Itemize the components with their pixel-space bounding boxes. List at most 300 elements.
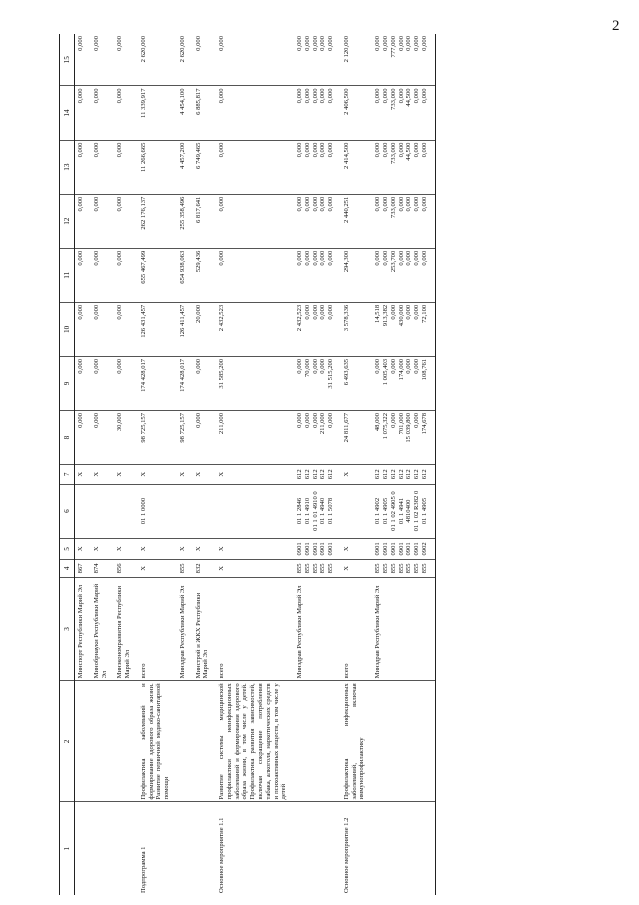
cell-line: 913,382	[381, 304, 389, 327]
cell-line: 174 428,017	[178, 358, 186, 392]
table-cell-col-3: Минздрав Республики Марий Эл	[294, 577, 341, 681]
cell-line: 01 1 5078	[327, 497, 335, 525]
cell-line: 654 938,063	[178, 250, 186, 284]
cell-line: 612	[374, 469, 382, 480]
table-cell-col-1	[91, 802, 115, 895]
cell-line	[77, 487, 85, 536]
cell-line: 11 339,917	[139, 88, 147, 118]
table-cell-col-6	[216, 484, 294, 538]
table-cell-col-1	[75, 802, 91, 895]
cell-line: 2 440,251	[342, 196, 350, 224]
cell-line: 855	[413, 563, 421, 574]
cell-line: 2 432,523	[296, 304, 304, 332]
cell-line: 612	[296, 469, 304, 480]
table-cell-col-5	[341, 538, 372, 560]
table-cell-col-13	[341, 140, 372, 194]
cell-line: 0,000	[420, 196, 428, 212]
table-cell-col-2: Профилактика заболеваний и формирование здорового образа жизни. Развитие первичной медико-санитарной помощи	[138, 681, 177, 802]
cell-line: X	[342, 565, 350, 571]
cell-line: 0,000	[327, 36, 335, 51]
table-cell-col-12	[216, 194, 294, 248]
cell-line: 70,000	[303, 358, 311, 378]
table-cell-col-1	[177, 802, 193, 895]
table-cell-col-4	[294, 560, 341, 577]
cell-line: X	[77, 546, 84, 552]
table-cell-col-12	[193, 194, 217, 248]
cell-line: 0,000	[296, 88, 304, 104]
cell-line: 0,000	[381, 196, 389, 212]
table-cell-col-5	[177, 538, 193, 560]
table-cell-col-5	[114, 538, 138, 560]
cell-line: 01 1 4910	[303, 497, 311, 525]
cell-line: X	[139, 471, 147, 477]
table-cell-col-11	[75, 248, 91, 302]
cell-line: 2 406,500	[342, 88, 350, 115]
cell-line: 0,000	[116, 358, 124, 374]
table-cell-col-12	[372, 194, 435, 248]
cell-line: 0902	[420, 542, 428, 556]
cell-line: X	[116, 471, 124, 477]
cell-line: 867	[77, 563, 84, 574]
table-cell-col-10	[91, 302, 115, 356]
cell-line: 0901	[319, 542, 327, 556]
table-cell-col-3: всего	[341, 577, 372, 681]
column-header-7: 7	[60, 465, 75, 484]
column-header-8: 8	[60, 410, 75, 464]
cell-line: 20,000	[194, 304, 202, 323]
table-cell-col-9	[177, 356, 193, 410]
table-cell-col-7	[216, 465, 294, 484]
column-header-13: 13	[60, 140, 75, 194]
table-cell-col-15	[216, 34, 294, 86]
table-cell-col-13	[193, 140, 217, 194]
table-row	[114, 34, 138, 895]
table-cell-col-12	[294, 194, 341, 248]
cell-line: 0,000	[77, 304, 84, 320]
table-cell-col-6	[341, 484, 372, 538]
table-cell-col-11	[294, 248, 341, 302]
table-cell-col-1	[114, 802, 138, 895]
cell-line: 612	[311, 469, 319, 480]
table-cell-col-13	[138, 140, 177, 194]
cell-line: 701,000	[397, 412, 405, 435]
table-cell-col-5	[372, 538, 435, 560]
table-row	[193, 34, 217, 895]
cell-line: 0,000	[413, 304, 421, 320]
cell-line: 0901	[405, 542, 413, 556]
cell-line: 0,000	[92, 36, 100, 51]
cell-line: 253,700	[389, 250, 397, 273]
column-header-5: 5	[60, 538, 75, 560]
table-cell-col-10	[372, 302, 435, 356]
table-cell-col-11	[114, 248, 138, 302]
cell-line: 0,000	[389, 304, 397, 320]
cell-line: 655 467,499	[139, 250, 147, 284]
cell-line: 0,000	[92, 196, 100, 212]
cell-line: 612	[327, 469, 335, 480]
cell-line: 0,000	[405, 250, 413, 266]
cell-line: 0,000	[381, 36, 389, 51]
table-row	[138, 34, 177, 895]
table-cell-col-11	[193, 248, 217, 302]
table-cell-col-10	[75, 302, 91, 356]
cell-line: 0,000	[389, 412, 397, 428]
cell-line: 0,000	[77, 36, 84, 51]
cell-line	[218, 487, 226, 536]
table-cell-col-4	[341, 560, 372, 577]
table-cell-col-6	[114, 484, 138, 538]
cell-line: 733,000	[389, 196, 397, 219]
table-cell-col-3: Минздрав Республики Марий Эл	[177, 577, 193, 681]
table-cell-col-1: Подпрограмма 1	[139, 846, 147, 893]
cell-line: 98 725,157	[178, 412, 186, 443]
cell-line: 0,000	[405, 304, 413, 320]
table-cell-col-15	[177, 34, 193, 86]
table-header-row	[60, 34, 75, 895]
cell-line: 0,000	[218, 250, 226, 266]
table-cell-col-2	[294, 681, 341, 802]
cell-line: 612	[303, 469, 311, 480]
cell-line: 0,000	[296, 196, 304, 212]
cell-line: 0,000	[319, 250, 327, 266]
cell-line: 0901	[381, 542, 389, 556]
cell-line: 874	[92, 563, 100, 574]
cell-line: 0,000	[311, 36, 319, 51]
table-row	[216, 34, 294, 895]
cell-line: X	[218, 546, 226, 552]
table-cell-col-6	[177, 484, 193, 538]
cell-line: 0,000	[420, 88, 428, 104]
cell-line: 0,000	[77, 250, 84, 266]
column-header-14: 14	[60, 86, 75, 140]
cell-line: 855	[303, 563, 311, 574]
cell-line: 0,000	[413, 412, 421, 428]
column-header-10: 10	[60, 302, 75, 356]
table-cell-col-8	[75, 410, 91, 464]
cell-line: 0,000	[413, 142, 421, 158]
table-cell-col-7	[177, 465, 193, 484]
table-cell-col-4	[216, 560, 294, 577]
column-header-4: 4	[60, 560, 75, 577]
table-cell-col-5	[75, 538, 91, 560]
cell-line: 11 266,665	[139, 142, 147, 173]
table-cell-col-12	[75, 194, 91, 248]
cell-line: 3 578,336	[342, 304, 350, 332]
cell-line: 0,000	[311, 88, 319, 104]
cell-line: 612	[381, 469, 389, 480]
table-cell-col-2	[193, 681, 217, 802]
cell-line: X	[218, 471, 226, 477]
table-cell-col-13	[75, 140, 91, 194]
cell-line: 44,500	[405, 142, 413, 161]
cell-line: 0,000	[116, 250, 124, 266]
cell-line: 0,000	[194, 358, 202, 374]
cell-line: 126 431,457	[139, 304, 147, 338]
table-cell-col-15	[294, 34, 341, 86]
cell-line: 0901	[397, 542, 405, 556]
cell-line: 430,000	[397, 304, 405, 327]
table-cell-col-9	[138, 356, 177, 410]
cell-line: 0,000	[194, 412, 202, 428]
cell-line: 0,000	[77, 196, 84, 212]
cell-line: 0,000	[397, 196, 405, 212]
cell-line: 24 811,677	[342, 412, 350, 443]
cell-line: 0901	[311, 542, 319, 556]
cell-line: 612	[319, 469, 327, 480]
cell-line: 855	[178, 563, 186, 574]
cell-line: 0,000	[92, 358, 100, 374]
cell-line	[116, 487, 124, 536]
cell-line: 211,000	[319, 412, 327, 435]
table-cell-col-14	[177, 86, 193, 140]
table-cell-col-15	[193, 34, 217, 86]
table-cell-col-13	[91, 140, 115, 194]
table-cell-col-13	[114, 140, 138, 194]
cell-line: 31 515,200	[327, 358, 335, 389]
cell-line: 31 585,200	[218, 358, 226, 389]
column-header-2: 2	[60, 681, 75, 802]
cell-line: 0,000	[218, 88, 226, 104]
cell-line: X	[194, 471, 202, 477]
table-cell-col-14	[91, 86, 115, 140]
cell-line: 855	[405, 563, 413, 574]
cell-line: 832	[194, 563, 202, 574]
cell-line: 0,000	[381, 88, 389, 104]
cell-line: 2 620,000	[139, 36, 147, 63]
cell-line: 0,000	[92, 412, 100, 428]
table-cell-col-2: Развитие системы медицинской профилактики неинфекционных заболеваний и формирования здорового образа жизни, в том числе у детей. Профилактика развития зависимостей, включая сокращение потребления табака, алкоголя, наркотических средств и психоактивных веществ, в том числе у детей	[216, 681, 294, 802]
cell-line: X	[342, 471, 350, 477]
cell-line: 0,000	[311, 358, 319, 374]
cell-line: 0,000	[77, 142, 84, 158]
table-cell-col-10	[138, 302, 177, 356]
table-cell-col-3: Минстрой и ЖКХ Республики Марий Эл	[193, 577, 217, 681]
table-cell-col-15	[372, 34, 435, 86]
cell-line: 98 725,157	[139, 412, 147, 443]
cell-line: 0,000	[319, 304, 327, 320]
table-cell-col-3: всего	[216, 577, 294, 681]
cell-line: 0,000	[319, 196, 327, 212]
cell-line: 2 120,000	[342, 36, 350, 63]
table-cell-col-4	[114, 560, 138, 577]
table-cell-col-12	[341, 194, 372, 248]
cell-line: X	[342, 546, 350, 552]
cell-line	[93, 487, 101, 536]
cell-line: 0,000	[116, 304, 124, 320]
cell-line: 855	[381, 563, 389, 574]
cell-line: 0,000	[92, 88, 100, 104]
cell-line: 0,000	[296, 412, 304, 428]
table-cell-col-15	[91, 34, 115, 86]
table-row	[91, 34, 115, 895]
table-cell-col-7	[91, 465, 115, 484]
table-cell-col-6	[193, 484, 217, 538]
cell-line: 0,000	[311, 196, 319, 212]
table-cell-col-6	[138, 484, 177, 538]
table-cell-col-11	[138, 248, 177, 302]
table-cell-col-3: Минобрнауки Республики Марий Эл	[91, 577, 115, 681]
cell-line: 855	[389, 563, 397, 574]
table-cell-col-8	[138, 410, 177, 464]
cell-line: 01 1 4940	[319, 497, 327, 525]
cell-line: 0,000	[397, 88, 405, 104]
table-cell-col-14	[193, 86, 217, 140]
table-cell-col-9	[372, 356, 435, 410]
table-cell-col-14	[341, 86, 372, 140]
table-cell-col-9	[114, 356, 138, 410]
table-cell-col-15	[75, 34, 91, 86]
table-cell-col-9	[75, 356, 91, 410]
cell-line: 0,000	[296, 142, 304, 158]
cell-line: 174 428,017	[139, 358, 147, 392]
table-cell-col-11	[341, 248, 372, 302]
table-cell-col-3: Минспорт Республики Марий Эл	[75, 577, 91, 681]
table-cell-col-14	[372, 86, 435, 140]
cell-line: 0,000	[413, 88, 421, 104]
table-row	[75, 34, 91, 895]
table-cell-col-4	[177, 560, 193, 577]
table-cell-col-8	[341, 410, 372, 464]
cell-line: 0,000	[311, 142, 319, 158]
cell-line: 529,436	[194, 250, 202, 273]
table-cell-col-13	[177, 140, 193, 194]
table-row	[341, 34, 372, 895]
cell-line: X	[218, 565, 226, 571]
table-cell-col-9	[294, 356, 341, 410]
cell-line: 174,678	[420, 412, 428, 435]
cell-line: 855	[397, 563, 405, 574]
table-row	[294, 34, 341, 895]
page-number: 2	[612, 18, 620, 34]
cell-line: 126 411,457	[178, 304, 186, 338]
cell-line: 0,000	[327, 142, 335, 158]
cell-line: 262 176,137	[139, 196, 147, 230]
table-cell-col-13	[294, 140, 341, 194]
cell-line: 0,000	[296, 358, 304, 374]
cell-line: X	[194, 546, 202, 552]
cell-line: 0,000	[397, 142, 405, 158]
table-cell-col-7	[138, 465, 177, 484]
column-header-15: 15	[60, 34, 75, 86]
table-cell-col-14	[114, 86, 138, 140]
cell-line: 0,000	[319, 358, 327, 374]
cell-line: 4 454,100	[178, 88, 186, 115]
table-cell-col-6	[372, 484, 435, 538]
cell-line: 0,000	[92, 142, 100, 158]
cell-line: 612	[397, 469, 405, 480]
cell-line: 612	[405, 469, 413, 480]
cell-line: 0,000	[92, 304, 100, 320]
table-cell-col-9	[216, 356, 294, 410]
cell-line: 0,000	[413, 196, 421, 212]
cell-line: 72,100	[420, 304, 428, 323]
cell-line: 0,000	[374, 142, 382, 158]
cell-line: 0,000	[77, 358, 84, 374]
rotated-budget-table	[59, 34, 605, 895]
cell-line: 0,000	[397, 36, 405, 51]
cell-line: 0,000	[381, 142, 389, 158]
table-cell-col-8	[294, 410, 341, 464]
table-cell-col-10	[114, 302, 138, 356]
cell-line: 0,000	[303, 412, 311, 428]
cell-line: 855	[420, 563, 428, 574]
cell-line: 0,000	[311, 304, 319, 320]
table-cell-col-6	[294, 484, 341, 538]
table-cell-col-8	[193, 410, 217, 464]
cell-line: 0,000	[405, 36, 413, 51]
cell-line: 0,000	[296, 36, 304, 51]
table-cell-col-4	[91, 560, 115, 577]
table-cell-col-11	[216, 248, 294, 302]
table-row	[372, 34, 435, 895]
table-cell-col-14	[294, 86, 341, 140]
cell-line: 0,000	[405, 196, 413, 212]
table-cell-col-10	[294, 302, 341, 356]
table-cell-col-10	[193, 302, 217, 356]
cell-line: 2 620,000	[178, 36, 186, 63]
cell-line: 856	[116, 563, 124, 574]
cell-line: 0,000	[420, 142, 428, 158]
cell-line: 294,300	[342, 250, 350, 273]
cell-line	[195, 487, 203, 536]
cell-line: 0,000	[389, 358, 397, 374]
cell-line: 0,000	[77, 88, 84, 104]
cell-line: 14,518	[374, 304, 382, 323]
cell-line: 01 1 01 4910 0	[311, 491, 319, 531]
table-cell-col-14	[75, 86, 91, 140]
cell-line: X	[92, 471, 100, 477]
cell-line: 6 817,641	[194, 196, 202, 224]
cell-line: 612	[413, 469, 421, 480]
cell-line: 44,500	[405, 88, 413, 107]
cell-line: 612	[389, 469, 397, 480]
cell-line: 855	[327, 563, 335, 574]
table-cell-col-7	[294, 465, 341, 484]
cell-line: 0,000	[327, 196, 335, 212]
table-cell-col-14	[216, 86, 294, 140]
table-cell-col-8	[114, 410, 138, 464]
table-cell-col-4	[75, 560, 91, 577]
table-cell-col-5	[138, 538, 177, 560]
cell-line: 0,000	[319, 88, 327, 104]
cell-line: 0,000	[374, 36, 382, 51]
cell-line: 01 1 4941	[397, 497, 405, 525]
cell-line: 0,000	[296, 250, 304, 266]
cell-line: 01 1 4905	[420, 497, 428, 525]
cell-line: 0,000	[405, 358, 413, 374]
table-cell-col-1: Основное мероприятие 1.1	[218, 817, 226, 893]
cell-line: 733,000	[389, 142, 397, 165]
table-cell-col-2: Профилактика инфекционных заболеваний, включая иммунопрофилактику	[341, 681, 372, 802]
cell-line: 0,000	[413, 358, 421, 374]
table-cell-col-4	[193, 560, 217, 577]
cell-line: 0,000	[374, 88, 382, 104]
cell-line: 0901	[296, 542, 304, 556]
cell-line: X	[77, 471, 84, 477]
cell-line: X	[139, 546, 147, 552]
cell-line: 4 457,200	[178, 142, 186, 169]
cell-line: 0901	[327, 542, 335, 556]
cell-line: 0,000	[116, 142, 124, 158]
table-cell-col-9	[193, 356, 217, 410]
cell-line: 211,000	[218, 412, 226, 435]
column-header-11: 11	[60, 248, 75, 302]
cell-line	[179, 487, 187, 536]
cell-line: X	[116, 546, 124, 552]
cell-line: 1 005,403	[381, 358, 389, 386]
cell-line: 6 885,817	[194, 88, 202, 115]
cell-line: 0,000	[303, 36, 311, 51]
